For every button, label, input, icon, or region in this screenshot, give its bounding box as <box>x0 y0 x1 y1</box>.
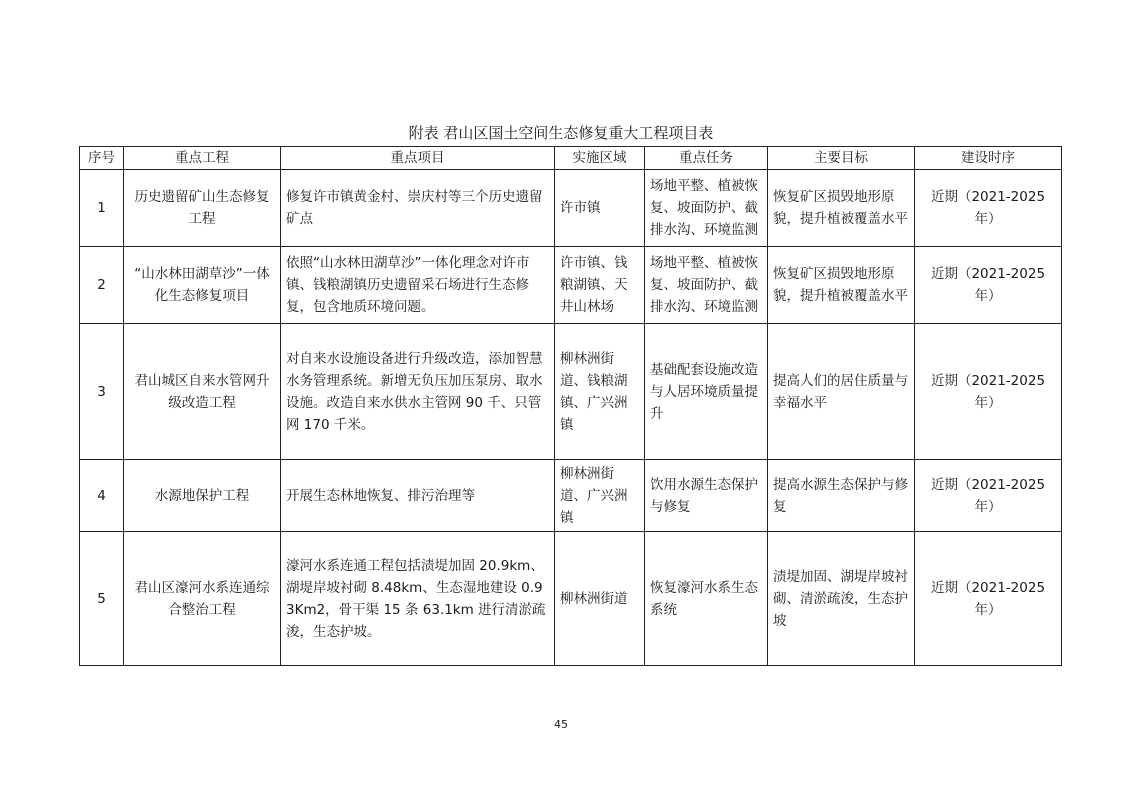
header-item: 重点项目 <box>281 147 555 170</box>
cell-area: 许市镇 <box>555 170 645 247</box>
cell-task: 恢复濠河水系生态系统 <box>645 532 768 666</box>
cell-goal: 提高人们的居住质量与幸福水平 <box>768 324 915 460</box>
header-task: 重点任务 <box>645 147 768 170</box>
cell-task: 场地平整、植被恢复、坡面防护、截排水沟、环境监测 <box>645 170 768 247</box>
cell-area: 柳林洲街道、钱粮湖镇、广兴洲镇 <box>555 324 645 460</box>
cell-item: 对自来水设施设备进行升级改造，添加智慧水务管理系统。新增无负压加压泵房、取水设施。改造自来水供水主管网 90 千、只管网 170 千米。 <box>281 324 555 460</box>
header-no: 序号 <box>80 147 124 170</box>
cell-no: 3 <box>80 324 124 460</box>
cell-task: 场地平整、植被恢复、坡面防护、截排水沟、环境监测 <box>645 247 768 324</box>
cell-period: 近期（2021-2025 年） <box>915 460 1062 532</box>
table-row <box>80 324 1062 460</box>
cell-item: 修复许市镇黄金村、崇庆村等三个历史遗留矿点 <box>281 170 555 247</box>
cell-period: 近期（2021-2025 年） <box>915 532 1062 666</box>
cell-item: 开展生态林地恢复、排污治理等 <box>281 460 555 532</box>
table-title: 附表 君山区国土空间生态修复重大工程项目表 <box>408 124 714 142</box>
cell-no: 4 <box>80 460 124 532</box>
cell-period: 近期（2021-2025 年） <box>915 324 1062 460</box>
cell-project: 君山城区自来水管网升级改造工程 <box>124 324 281 460</box>
cell-goal: 渍堤加固、湖堤岸坡衬砌、清淤疏浚，生态护坡 <box>768 532 915 666</box>
cell-goal: 恢复矿区损毁地形原貌，提升植被覆盖水平 <box>768 247 915 324</box>
cell-project: 历史遗留矿山生态修复工程 <box>124 170 281 247</box>
cell-project: 水源地保护工程 <box>124 460 281 532</box>
cell-period: 近期（2021-2025 年） <box>915 247 1062 324</box>
cell-task: 饮用水源生态保护与修复 <box>645 460 768 532</box>
cell-area: 柳林洲街道 <box>555 532 645 666</box>
cell-goal: 提高水源生态保护与修复 <box>768 460 915 532</box>
cell-goal: 恢复矿区损毁地形原貌，提升植被覆盖水平 <box>768 170 915 247</box>
table-header-row <box>80 147 1062 170</box>
table-row <box>80 170 1062 247</box>
cell-project: “山水林田湖草沙”一体化生态修复项目 <box>124 247 281 324</box>
cell-area: 许市镇、钱粮湖镇、天井山林场 <box>555 247 645 324</box>
header-area: 实施区域 <box>555 147 645 170</box>
header-period: 建设时序 <box>915 147 1062 170</box>
cell-period: 近期（2021-2025 年） <box>915 170 1062 247</box>
table-row <box>80 460 1062 532</box>
cell-item: 濠河水系连通工程包括渍堤加固 20.9km、湖堤岸坡衬砌 8.48km、生态湿地建设 0.93Km2，骨干渠 15 条 63.1km 进行清淤疏浚，生态护坡。 <box>281 532 555 666</box>
cell-no: 1 <box>80 170 124 247</box>
header-goal: 主要目标 <box>768 147 915 170</box>
header-project: 重点工程 <box>124 147 281 170</box>
cell-area: 柳林洲街道、广兴洲镇 <box>555 460 645 532</box>
cell-project: 君山区濠河水系连通综合整治工程 <box>124 532 281 666</box>
project-table <box>79 146 1062 666</box>
cell-no: 2 <box>80 247 124 324</box>
table-row <box>80 247 1062 324</box>
cell-no: 5 <box>80 532 124 666</box>
page-number: 45 <box>554 718 568 731</box>
cell-task: 基础配套设施改造与人居环境质量提升 <box>645 324 768 460</box>
cell-item: 依照“山水林田湖草沙”一体化理念对许市镇、钱粮湖镇历史遗留采石场进行生态修复，包含地质环境问题。 <box>281 247 555 324</box>
table-row <box>80 532 1062 666</box>
